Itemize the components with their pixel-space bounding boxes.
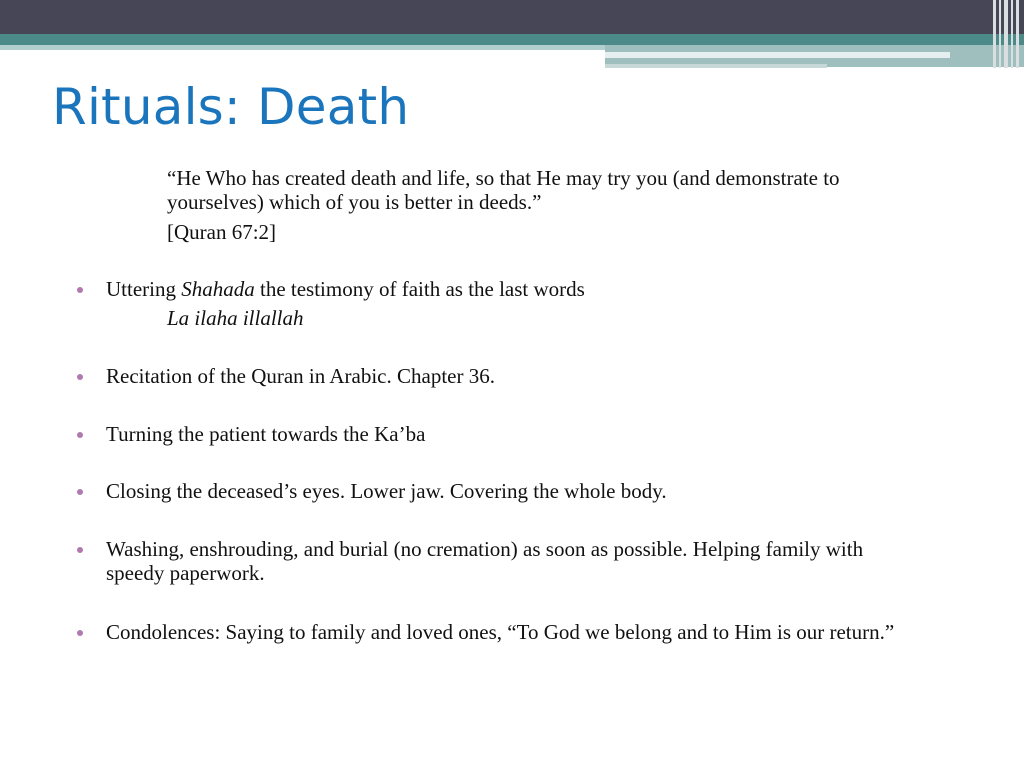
bullet-condolences: Condolences: Saying to family and loved ones, “To God we belong and to Him is our return.” xyxy=(106,620,895,644)
bullet-dot-icon xyxy=(77,547,83,553)
header-teal-band xyxy=(0,34,1024,45)
bullet-turning: Turning the patient towards the Ka’ba xyxy=(106,422,426,446)
quote-reference: [Quran 67:2] xyxy=(167,220,277,244)
bullet-shahada-prefix: Uttering xyxy=(106,277,182,301)
bullet-shahada-emphasis: Shahada xyxy=(181,277,255,301)
bullet-dot-icon xyxy=(77,630,83,636)
bullet-shahada-suffix: the testimony of faith as the last words xyxy=(254,277,585,301)
bullet-dot-icon xyxy=(77,432,83,438)
bullet-shahada-subline: La ilaha illallah xyxy=(167,306,304,330)
header-dark-bar xyxy=(0,0,1024,34)
bullet-dot-icon xyxy=(77,374,83,380)
bullet-shahada xyxy=(106,277,926,301)
bullet-washing: Washing, enshrouding, and burial (no cremation) as soon as possible. Helping family with speedy paperwork. xyxy=(106,537,864,585)
header-right-highlight xyxy=(605,52,950,58)
bullet-dot-icon xyxy=(77,489,83,495)
bullet-recitation: Recitation of the Quran in Arabic. Chapter 36. xyxy=(106,364,495,388)
header-teal-band-lower xyxy=(0,45,605,50)
bullet-closing-eyes: Closing the deceased’s eyes. Lower jaw. Covering the whole body. xyxy=(106,479,667,503)
quote-text: “He Who has created death and life, so that He may try you (and demonstrate to yourselves) which of you is better in deeds.” xyxy=(167,166,840,214)
header-right-line xyxy=(605,64,827,68)
bullet-dot-icon xyxy=(77,287,83,293)
slide-title: Rituals: Death xyxy=(52,78,410,136)
header-stripes xyxy=(990,0,1024,68)
